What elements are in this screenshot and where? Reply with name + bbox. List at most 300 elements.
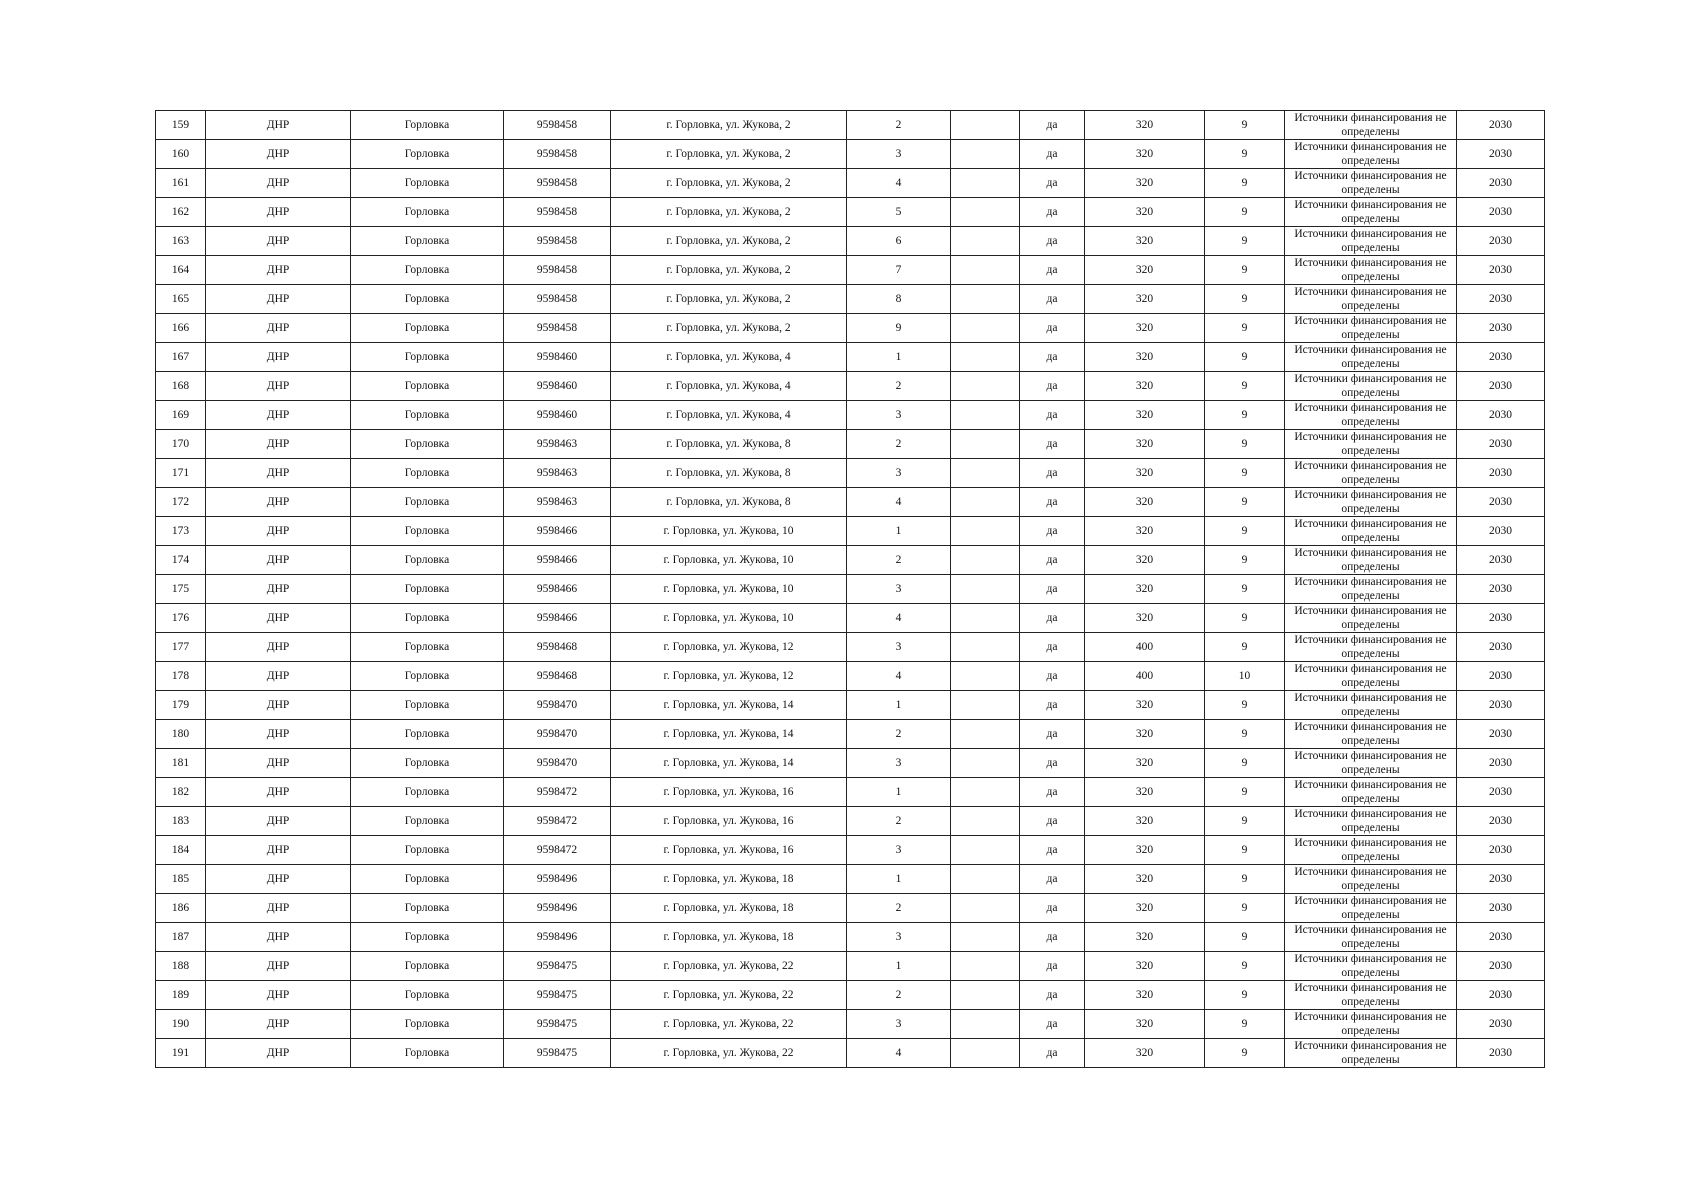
- table-row: [156, 720, 1545, 749]
- address-cell: г. Горловка, ул. Жукова, 16: [611, 836, 847, 865]
- address-cell: г. Горловка, ул. Жукова, 2: [611, 198, 847, 227]
- city-cell: Горловка: [351, 691, 504, 720]
- funding-cell: Источники финансирования не определены: [1285, 198, 1457, 227]
- city-cell: Горловка: [351, 227, 504, 256]
- region-cell: ДНР: [206, 111, 351, 140]
- value-cell: 320: [1085, 604, 1205, 633]
- unit-cell: 2: [847, 981, 951, 1010]
- year-cell: 2030: [1457, 488, 1545, 517]
- address-cell: г. Горловка, ул. Жукова, 8: [611, 488, 847, 517]
- row-number-cell: 173: [156, 517, 206, 546]
- flag-cell: да: [1020, 314, 1085, 343]
- year-cell: 2030: [1457, 865, 1545, 894]
- value-cell: 320: [1085, 459, 1205, 488]
- value-cell: 400: [1085, 662, 1205, 691]
- unit-cell: 4: [847, 604, 951, 633]
- table-row: [156, 865, 1545, 894]
- empty-cell: [951, 981, 1020, 1010]
- year-cell: 2030: [1457, 1039, 1545, 1068]
- year-cell: 2030: [1457, 198, 1545, 227]
- funding-cell: Источники финансирования не определены: [1285, 169, 1457, 198]
- flag-cell: да: [1020, 836, 1085, 865]
- funding-cell: Источники финансирования не определены: [1285, 459, 1457, 488]
- funding-cell: Источники финансирования не определены: [1285, 662, 1457, 691]
- table-row: [156, 604, 1545, 633]
- table-row: [156, 749, 1545, 778]
- city-cell: Горловка: [351, 981, 504, 1010]
- empty-cell: [951, 662, 1020, 691]
- address-cell: г. Горловка, ул. Жукова, 10: [611, 604, 847, 633]
- empty-cell: [951, 749, 1020, 778]
- address-cell: г. Горловка, ул. Жукова, 4: [611, 401, 847, 430]
- table-row: [156, 517, 1545, 546]
- city-cell: Горловка: [351, 865, 504, 894]
- empty-cell: [951, 807, 1020, 836]
- count-cell: 9: [1205, 1039, 1285, 1068]
- value-cell: 320: [1085, 865, 1205, 894]
- table-row: [156, 1039, 1545, 1068]
- empty-cell: [951, 778, 1020, 807]
- row-number-cell: 162: [156, 198, 206, 227]
- empty-cell: [951, 488, 1020, 517]
- value-cell: 320: [1085, 1039, 1205, 1068]
- value-cell: 320: [1085, 546, 1205, 575]
- empty-cell: [951, 227, 1020, 256]
- empty-cell: [951, 517, 1020, 546]
- funding-cell: Источники финансирования не определены: [1285, 1010, 1457, 1039]
- count-cell: 9: [1205, 807, 1285, 836]
- empty-cell: [951, 169, 1020, 198]
- value-cell: 320: [1085, 285, 1205, 314]
- row-number-cell: 168: [156, 372, 206, 401]
- empty-cell: [951, 865, 1020, 894]
- address-cell: г. Горловка, ул. Жукова, 2: [611, 140, 847, 169]
- value-cell: 320: [1085, 923, 1205, 952]
- row-number-cell: 190: [156, 1010, 206, 1039]
- row-number-cell: 161: [156, 169, 206, 198]
- code-cell: 9598463: [504, 488, 611, 517]
- address-cell: г. Горловка, ул. Жукова, 18: [611, 865, 847, 894]
- city-cell: Горловка: [351, 604, 504, 633]
- region-cell: ДНР: [206, 256, 351, 285]
- city-cell: Горловка: [351, 1010, 504, 1039]
- year-cell: 2030: [1457, 691, 1545, 720]
- row-number-cell: 164: [156, 256, 206, 285]
- funding-cell: Источники финансирования не определены: [1285, 488, 1457, 517]
- empty-cell: [951, 836, 1020, 865]
- funding-cell: Источники финансирования не определены: [1285, 981, 1457, 1010]
- empty-cell: [951, 343, 1020, 372]
- table-row: [156, 459, 1545, 488]
- row-number-cell: 165: [156, 285, 206, 314]
- empty-cell: [951, 575, 1020, 604]
- empty-cell: [951, 546, 1020, 575]
- value-cell: 320: [1085, 343, 1205, 372]
- region-cell: ДНР: [206, 169, 351, 198]
- value-cell: 320: [1085, 401, 1205, 430]
- count-cell: 9: [1205, 430, 1285, 459]
- empty-cell: [951, 285, 1020, 314]
- code-cell: 9598458: [504, 140, 611, 169]
- count-cell: 9: [1205, 459, 1285, 488]
- address-cell: г. Горловка, ул. Жукова, 4: [611, 343, 847, 372]
- region-cell: ДНР: [206, 662, 351, 691]
- year-cell: 2030: [1457, 807, 1545, 836]
- empty-cell: [951, 430, 1020, 459]
- year-cell: 2030: [1457, 894, 1545, 923]
- row-number-cell: 172: [156, 488, 206, 517]
- table-row: [156, 227, 1545, 256]
- table-row: [156, 923, 1545, 952]
- flag-cell: да: [1020, 1010, 1085, 1039]
- count-cell: 9: [1205, 169, 1285, 198]
- empty-cell: [951, 720, 1020, 749]
- flag-cell: да: [1020, 633, 1085, 662]
- year-cell: 2030: [1457, 981, 1545, 1010]
- flag-cell: да: [1020, 1039, 1085, 1068]
- year-cell: 2030: [1457, 575, 1545, 604]
- count-cell: 9: [1205, 372, 1285, 401]
- value-cell: 320: [1085, 575, 1205, 604]
- row-number-cell: 191: [156, 1039, 206, 1068]
- table-row: [156, 981, 1545, 1010]
- count-cell: 9: [1205, 227, 1285, 256]
- unit-cell: 4: [847, 169, 951, 198]
- empty-cell: [951, 923, 1020, 952]
- city-cell: Горловка: [351, 546, 504, 575]
- city-cell: Горловка: [351, 517, 504, 546]
- value-cell: 320: [1085, 372, 1205, 401]
- empty-cell: [951, 691, 1020, 720]
- funding-cell: Источники финансирования не определены: [1285, 546, 1457, 575]
- address-cell: г. Горловка, ул. Жукова, 14: [611, 720, 847, 749]
- flag-cell: да: [1020, 952, 1085, 981]
- row-number-cell: 189: [156, 981, 206, 1010]
- row-number-cell: 171: [156, 459, 206, 488]
- row-number-cell: 174: [156, 546, 206, 575]
- empty-cell: [951, 894, 1020, 923]
- value-cell: 320: [1085, 488, 1205, 517]
- table-row: [156, 894, 1545, 923]
- table-row: [156, 807, 1545, 836]
- value-cell: 320: [1085, 111, 1205, 140]
- unit-cell: 8: [847, 285, 951, 314]
- count-cell: 9: [1205, 923, 1285, 952]
- unit-cell: 5: [847, 198, 951, 227]
- city-cell: Горловка: [351, 343, 504, 372]
- unit-cell: 1: [847, 778, 951, 807]
- flag-cell: да: [1020, 343, 1085, 372]
- table-row: [156, 633, 1545, 662]
- row-number-cell: 170: [156, 430, 206, 459]
- value-cell: 320: [1085, 981, 1205, 1010]
- code-cell: 9598458: [504, 111, 611, 140]
- city-cell: Горловка: [351, 430, 504, 459]
- funding-cell: Источники финансирования не определены: [1285, 778, 1457, 807]
- value-cell: 320: [1085, 952, 1205, 981]
- code-cell: 9598460: [504, 343, 611, 372]
- count-cell: 9: [1205, 633, 1285, 662]
- row-number-cell: 180: [156, 720, 206, 749]
- table-row: [156, 314, 1545, 343]
- region-cell: ДНР: [206, 1039, 351, 1068]
- region-cell: ДНР: [206, 749, 351, 778]
- table-row: [156, 372, 1545, 401]
- city-cell: Горловка: [351, 633, 504, 662]
- table-row: [156, 285, 1545, 314]
- code-cell: 9598475: [504, 981, 611, 1010]
- funding-cell: Источники финансирования не определены: [1285, 517, 1457, 546]
- city-cell: Горловка: [351, 198, 504, 227]
- count-cell: 9: [1205, 865, 1285, 894]
- address-cell: г. Горловка, ул. Жукова, 12: [611, 633, 847, 662]
- unit-cell: 3: [847, 633, 951, 662]
- year-cell: 2030: [1457, 546, 1545, 575]
- unit-cell: 6: [847, 227, 951, 256]
- unit-cell: 1: [847, 343, 951, 372]
- region-cell: ДНР: [206, 720, 351, 749]
- value-cell: 320: [1085, 807, 1205, 836]
- city-cell: Горловка: [351, 372, 504, 401]
- city-cell: Горловка: [351, 923, 504, 952]
- address-cell: г. Горловка, ул. Жукова, 22: [611, 1010, 847, 1039]
- table-row: [156, 575, 1545, 604]
- code-cell: 9598466: [504, 604, 611, 633]
- flag-cell: да: [1020, 749, 1085, 778]
- table-row: [156, 111, 1545, 140]
- row-number-cell: 182: [156, 778, 206, 807]
- region-cell: ДНР: [206, 894, 351, 923]
- count-cell: 10: [1205, 662, 1285, 691]
- flag-cell: да: [1020, 575, 1085, 604]
- flag-cell: да: [1020, 169, 1085, 198]
- data-table: [155, 110, 1545, 1068]
- count-cell: 9: [1205, 314, 1285, 343]
- unit-cell: 2: [847, 546, 951, 575]
- flag-cell: да: [1020, 662, 1085, 691]
- funding-cell: Источники финансирования не определены: [1285, 807, 1457, 836]
- code-cell: 9598475: [504, 1039, 611, 1068]
- flag-cell: да: [1020, 285, 1085, 314]
- funding-cell: Источники финансирования не определены: [1285, 749, 1457, 778]
- flag-cell: да: [1020, 430, 1085, 459]
- funding-cell: Источники финансирования не определены: [1285, 227, 1457, 256]
- code-cell: 9598460: [504, 401, 611, 430]
- city-cell: Горловка: [351, 575, 504, 604]
- region-cell: ДНР: [206, 198, 351, 227]
- value-cell: 400: [1085, 633, 1205, 662]
- table-row: [156, 430, 1545, 459]
- city-cell: Горловка: [351, 778, 504, 807]
- city-cell: Горловка: [351, 1039, 504, 1068]
- region-cell: ДНР: [206, 430, 351, 459]
- code-cell: 9598458: [504, 256, 611, 285]
- row-number-cell: 183: [156, 807, 206, 836]
- address-cell: г. Горловка, ул. Жукова, 10: [611, 575, 847, 604]
- code-cell: 9598470: [504, 720, 611, 749]
- region-cell: ДНР: [206, 778, 351, 807]
- unit-cell: 3: [847, 459, 951, 488]
- year-cell: 2030: [1457, 604, 1545, 633]
- address-cell: г. Горловка, ул. Жукова, 2: [611, 227, 847, 256]
- value-cell: 320: [1085, 720, 1205, 749]
- flag-cell: да: [1020, 923, 1085, 952]
- region-cell: ДНР: [206, 517, 351, 546]
- address-cell: г. Горловка, ул. Жукова, 14: [611, 749, 847, 778]
- count-cell: 9: [1205, 198, 1285, 227]
- funding-cell: Источники финансирования не определены: [1285, 865, 1457, 894]
- row-number-cell: 186: [156, 894, 206, 923]
- year-cell: 2030: [1457, 314, 1545, 343]
- address-cell: г. Горловка, ул. Жукова, 18: [611, 923, 847, 952]
- unit-cell: 1: [847, 952, 951, 981]
- flag-cell: да: [1020, 546, 1085, 575]
- year-cell: 2030: [1457, 517, 1545, 546]
- code-cell: 9598460: [504, 372, 611, 401]
- flag-cell: да: [1020, 111, 1085, 140]
- region-cell: ДНР: [206, 923, 351, 952]
- code-cell: 9598470: [504, 691, 611, 720]
- row-number-cell: 187: [156, 923, 206, 952]
- table-row: [156, 488, 1545, 517]
- address-cell: г. Горловка, ул. Жукова, 10: [611, 546, 847, 575]
- value-cell: 320: [1085, 836, 1205, 865]
- unit-cell: 3: [847, 140, 951, 169]
- unit-cell: 4: [847, 662, 951, 691]
- flag-cell: да: [1020, 198, 1085, 227]
- address-cell: г. Горловка, ул. Жукова, 22: [611, 1039, 847, 1068]
- empty-cell: [951, 459, 1020, 488]
- address-cell: г. Горловка, ул. Жукова, 16: [611, 807, 847, 836]
- unit-cell: 3: [847, 1010, 951, 1039]
- funding-cell: Источники финансирования не определены: [1285, 401, 1457, 430]
- unit-cell: 4: [847, 1039, 951, 1068]
- empty-cell: [951, 372, 1020, 401]
- region-cell: ДНР: [206, 691, 351, 720]
- row-number-cell: 179: [156, 691, 206, 720]
- empty-cell: [951, 140, 1020, 169]
- count-cell: 9: [1205, 691, 1285, 720]
- year-cell: 2030: [1457, 430, 1545, 459]
- code-cell: 9598475: [504, 1010, 611, 1039]
- count-cell: 9: [1205, 604, 1285, 633]
- year-cell: 2030: [1457, 256, 1545, 285]
- empty-cell: [951, 1010, 1020, 1039]
- region-cell: ДНР: [206, 314, 351, 343]
- code-cell: 9598472: [504, 778, 611, 807]
- unit-cell: 3: [847, 836, 951, 865]
- empty-cell: [951, 604, 1020, 633]
- flag-cell: да: [1020, 778, 1085, 807]
- year-cell: 2030: [1457, 749, 1545, 778]
- unit-cell: 2: [847, 430, 951, 459]
- row-number-cell: 160: [156, 140, 206, 169]
- city-cell: Горловка: [351, 169, 504, 198]
- region-cell: ДНР: [206, 343, 351, 372]
- address-cell: г. Горловка, ул. Жукова, 4: [611, 372, 847, 401]
- year-cell: 2030: [1457, 111, 1545, 140]
- funding-cell: Источники финансирования не определены: [1285, 285, 1457, 314]
- count-cell: 9: [1205, 140, 1285, 169]
- count-cell: 9: [1205, 285, 1285, 314]
- count-cell: 9: [1205, 894, 1285, 923]
- region-cell: ДНР: [206, 488, 351, 517]
- code-cell: 9598458: [504, 227, 611, 256]
- city-cell: Горловка: [351, 285, 504, 314]
- address-cell: г. Горловка, ул. Жукова, 12: [611, 662, 847, 691]
- year-cell: 2030: [1457, 459, 1545, 488]
- count-cell: 9: [1205, 401, 1285, 430]
- year-cell: 2030: [1457, 778, 1545, 807]
- region-cell: ДНР: [206, 372, 351, 401]
- funding-cell: Источники финансирования не определены: [1285, 1039, 1457, 1068]
- flag-cell: да: [1020, 227, 1085, 256]
- count-cell: 9: [1205, 836, 1285, 865]
- funding-cell: Источники финансирования не определены: [1285, 836, 1457, 865]
- row-number-cell: 184: [156, 836, 206, 865]
- empty-cell: [951, 401, 1020, 430]
- table-row: [156, 836, 1545, 865]
- city-cell: Горловка: [351, 140, 504, 169]
- city-cell: Горловка: [351, 256, 504, 285]
- flag-cell: да: [1020, 401, 1085, 430]
- address-cell: г. Горловка, ул. Жукова, 10: [611, 517, 847, 546]
- region-cell: ДНР: [206, 604, 351, 633]
- address-cell: г. Горловка, ул. Жукова, 2: [611, 285, 847, 314]
- count-cell: 9: [1205, 256, 1285, 285]
- city-cell: Горловка: [351, 807, 504, 836]
- table-row: [156, 140, 1545, 169]
- unit-cell: 2: [847, 111, 951, 140]
- table-row: [156, 952, 1545, 981]
- count-cell: 9: [1205, 546, 1285, 575]
- city-cell: Горловка: [351, 720, 504, 749]
- count-cell: 9: [1205, 720, 1285, 749]
- year-cell: 2030: [1457, 720, 1545, 749]
- count-cell: 9: [1205, 952, 1285, 981]
- empty-cell: [951, 952, 1020, 981]
- empty-cell: [951, 633, 1020, 662]
- flag-cell: да: [1020, 256, 1085, 285]
- value-cell: 320: [1085, 314, 1205, 343]
- funding-cell: Источники финансирования не определены: [1285, 691, 1457, 720]
- value-cell: 320: [1085, 749, 1205, 778]
- count-cell: 9: [1205, 981, 1285, 1010]
- count-cell: 9: [1205, 1010, 1285, 1039]
- unit-cell: 2: [847, 372, 951, 401]
- city-cell: Горловка: [351, 111, 504, 140]
- row-number-cell: 167: [156, 343, 206, 372]
- unit-cell: 1: [847, 517, 951, 546]
- row-number-cell: 181: [156, 749, 206, 778]
- row-number-cell: 188: [156, 952, 206, 981]
- flag-cell: да: [1020, 691, 1085, 720]
- row-number-cell: 166: [156, 314, 206, 343]
- address-cell: г. Горловка, ул. Жукова, 2: [611, 256, 847, 285]
- table-row: [156, 256, 1545, 285]
- funding-cell: Источники финансирования не определены: [1285, 343, 1457, 372]
- flag-cell: да: [1020, 865, 1085, 894]
- city-cell: Горловка: [351, 314, 504, 343]
- flag-cell: да: [1020, 372, 1085, 401]
- unit-cell: 7: [847, 256, 951, 285]
- year-cell: 2030: [1457, 372, 1545, 401]
- flag-cell: да: [1020, 720, 1085, 749]
- code-cell: 9598466: [504, 546, 611, 575]
- unit-cell: 1: [847, 865, 951, 894]
- row-number-cell: 178: [156, 662, 206, 691]
- year-cell: 2030: [1457, 227, 1545, 256]
